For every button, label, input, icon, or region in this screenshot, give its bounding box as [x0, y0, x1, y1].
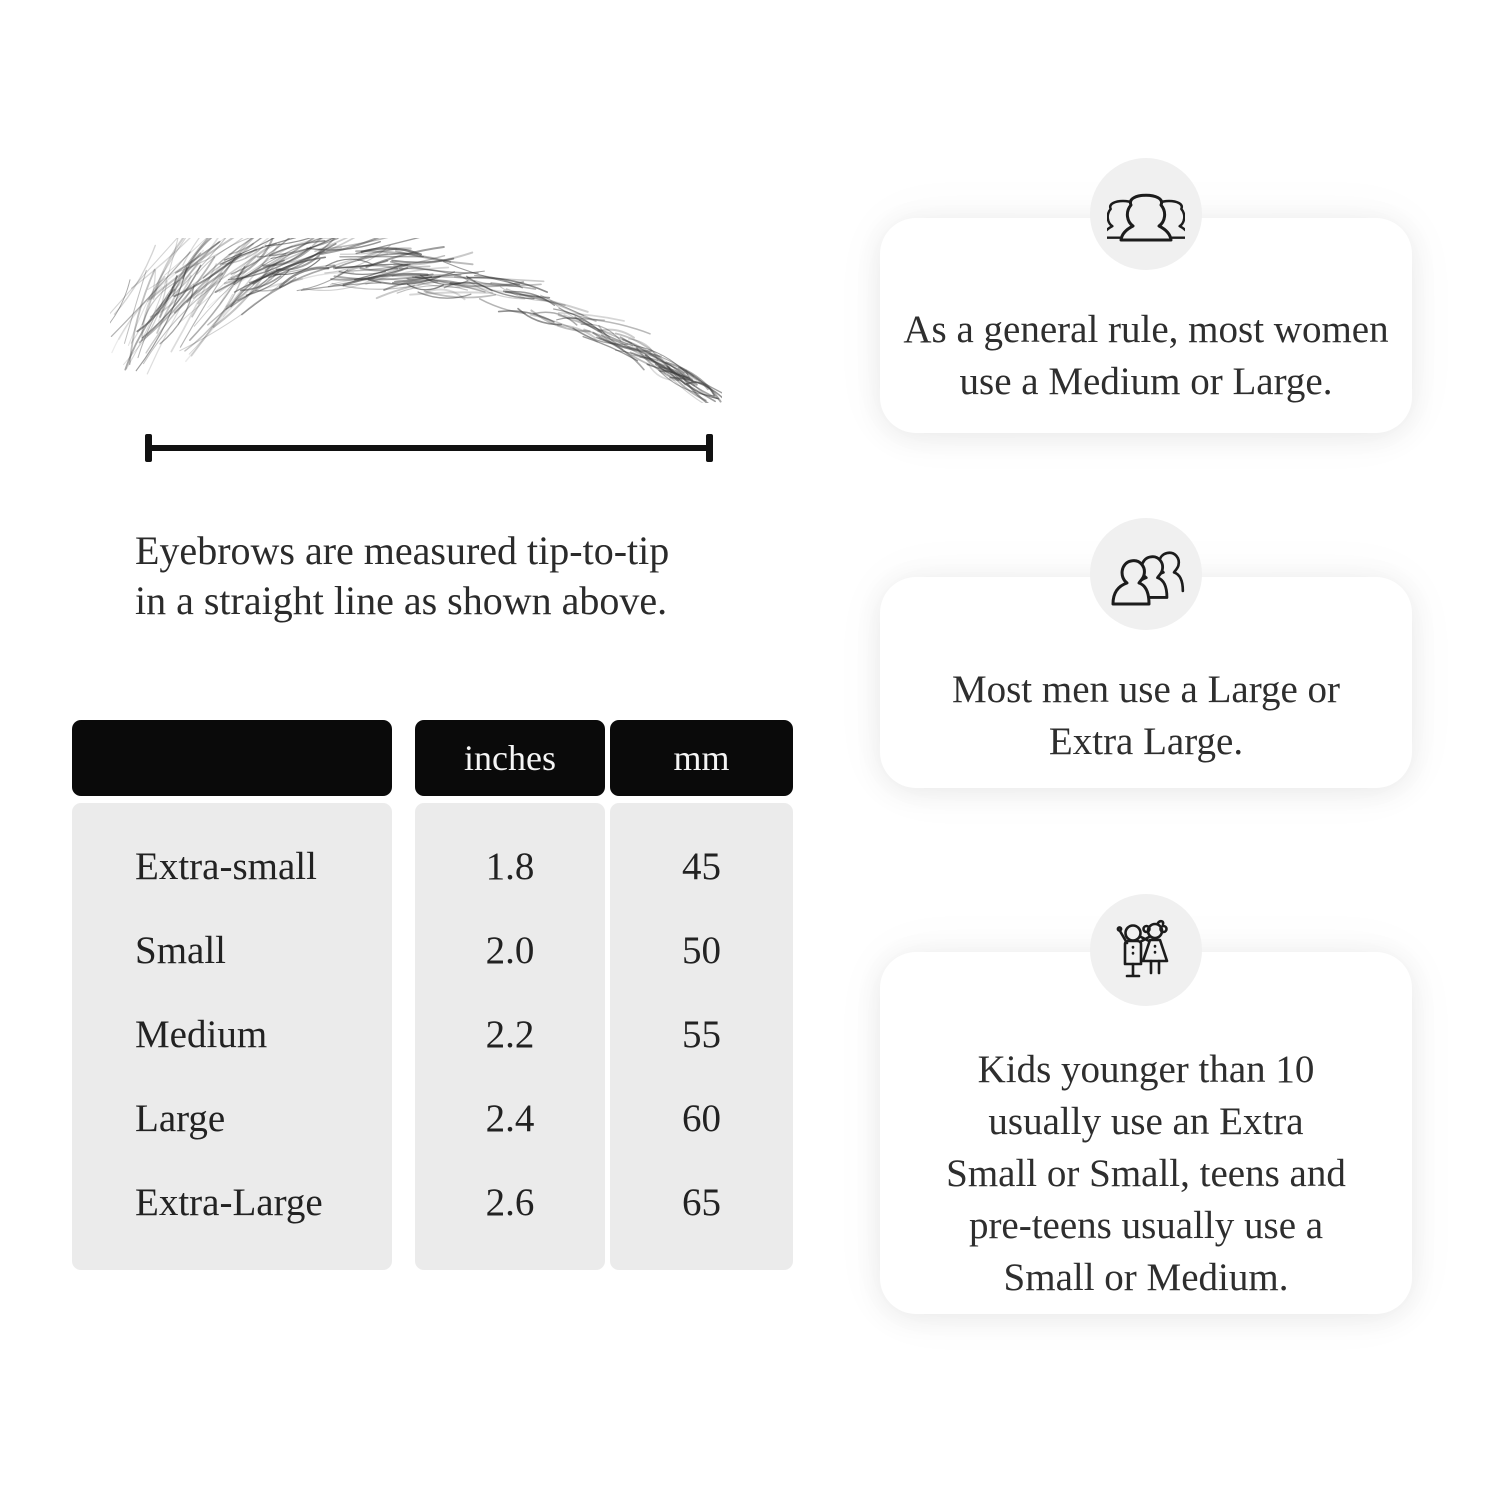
icon-circle-kids [1090, 894, 1202, 1006]
table-row-inches: 2.0 [485, 929, 535, 972]
measurement-bar [145, 445, 713, 451]
icon-circle-men [1090, 518, 1202, 630]
card-kids-text [880, 1044, 1412, 1304]
card-women-line-1: As a general rule, most women [903, 308, 1389, 351]
caption-line-2: in a straight line as shown above. [135, 578, 668, 623]
table-row-inches: 2.4 [485, 1097, 535, 1140]
card-men-text [880, 664, 1412, 768]
men-group-icon [1107, 539, 1185, 609]
table-row-mm: 60 [682, 1097, 721, 1140]
women-group-icon [1107, 179, 1185, 249]
measurement-tick-right [706, 434, 713, 462]
table-row-mm: 45 [682, 845, 721, 888]
table-header-inches: inches [415, 720, 605, 796]
table-row-label: Medium [135, 1013, 268, 1056]
card-kids-line-4: pre-teens usually use a [968, 1204, 1324, 1247]
kids-icon [1107, 915, 1185, 985]
card-kids-line-5: Small or Medium. [1003, 1256, 1289, 1299]
table-header-size [72, 720, 392, 796]
card-women-line-2: use a Medium or Large. [959, 360, 1333, 403]
table-row-mm: 55 [682, 1013, 721, 1056]
table-row-inches: 2.6 [485, 1181, 535, 1224]
card-men-line-2: Extra Large. [1048, 720, 1244, 763]
icon-circle-women [1090, 158, 1202, 270]
card-women-text [880, 304, 1412, 408]
card-kids-line-3: Small or Small, teens and [946, 1152, 1346, 1195]
table-row-mm: 65 [682, 1181, 721, 1224]
measurement-caption [135, 526, 735, 626]
card-kids-line-1: Kids younger than 10 [977, 1048, 1315, 1091]
card-men-line-1: Most men use a Large or [951, 668, 1341, 711]
table-row-label: Small [135, 929, 227, 972]
table-row-label: Extra-small [135, 845, 317, 888]
table-row-label: Large [135, 1097, 226, 1140]
table-row-label: Extra-Large [135, 1181, 323, 1224]
card-kids-line-2: usually use an Extra [988, 1100, 1304, 1143]
table-header-mm: mm [610, 720, 793, 796]
table-row-inches: 1.8 [485, 845, 535, 888]
table-row-inches: 2.2 [485, 1013, 535, 1056]
caption-line-1: Eyebrows are measured tip-to-tip [135, 528, 670, 573]
table-row-mm: 50 [682, 929, 721, 972]
measurement-line [145, 434, 713, 462]
eyebrow-illustration [110, 238, 722, 403]
